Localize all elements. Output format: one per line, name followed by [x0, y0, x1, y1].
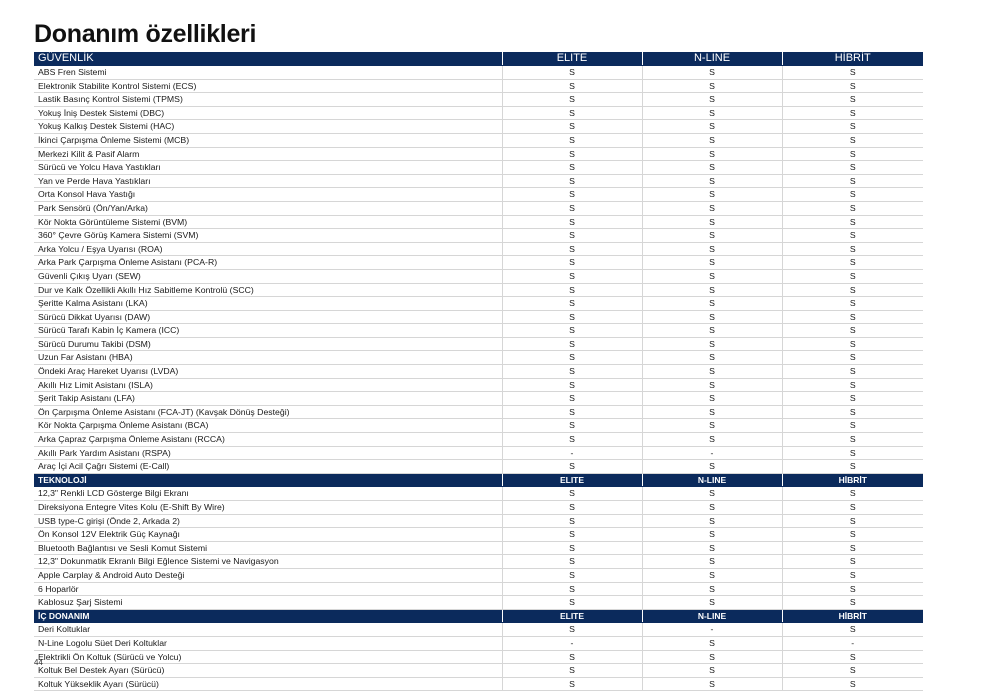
column-header: HİBRİT	[782, 473, 923, 487]
feature-name: Yokuş Kalkış Destek Sistemi (HAC)	[34, 120, 502, 134]
feature-name: Park Sensörü (Ön/Yan/Arka)	[34, 201, 502, 215]
feature-name: Arka Park Çarpışma Önleme Asistanı (PCA-R)	[34, 256, 502, 270]
feature-name: Deri Koltuklar	[34, 623, 502, 637]
feature-value: S	[502, 161, 642, 175]
feature-name: Orta Konsol Hava Yastığı	[34, 188, 502, 202]
section-title: TEKNOLOJİ	[34, 473, 502, 487]
feature-value: S	[502, 215, 642, 229]
feature-value: S	[642, 242, 782, 256]
feature-value: S	[502, 310, 642, 324]
section-title: İÇ DONANIM	[34, 609, 502, 623]
feature-value: S	[642, 555, 782, 569]
feature-value: S	[502, 392, 642, 406]
table-row	[34, 446, 923, 460]
feature-value: -	[642, 623, 782, 637]
feature-value: S	[782, 106, 923, 120]
feature-value: S	[642, 596, 782, 610]
feature-value: S	[782, 120, 923, 134]
section-header	[34, 52, 923, 66]
table-row	[34, 501, 923, 515]
feature-value: S	[782, 147, 923, 161]
feature-value: S	[642, 351, 782, 365]
table-row	[34, 161, 923, 175]
feature-value: S	[642, 664, 782, 678]
feature-value: S	[642, 514, 782, 528]
feature-value: S	[502, 650, 642, 664]
feature-value: S	[642, 147, 782, 161]
table-row	[34, 677, 923, 691]
feature-value: S	[502, 106, 642, 120]
feature-value: S	[782, 283, 923, 297]
feature-value: -	[502, 446, 642, 460]
feature-value: -	[642, 446, 782, 460]
table-row	[34, 433, 923, 447]
feature-value: S	[502, 501, 642, 515]
table-row	[34, 66, 923, 80]
feature-value: S	[502, 460, 642, 474]
feature-value: S	[782, 541, 923, 555]
feature-name: Koltuk Bel Destek Ayarı (Sürücü)	[34, 664, 502, 678]
feature-value: S	[642, 337, 782, 351]
feature-value: S	[642, 419, 782, 433]
feature-value: S	[782, 433, 923, 447]
feature-name: Akıllı Hız Limit Asistanı (ISLA)	[34, 378, 502, 392]
feature-name: Apple Carplay & Android Auto Desteği	[34, 568, 502, 582]
feature-name: Sürücü Durumu Takibi (DSM)	[34, 337, 502, 351]
feature-value: S	[782, 66, 923, 80]
section-title: GÜVENLİK	[34, 52, 502, 66]
feature-value: S	[782, 201, 923, 215]
feature-value: S	[642, 93, 782, 107]
feature-value: S	[502, 405, 642, 419]
feature-value: S	[642, 378, 782, 392]
feature-name: Merkezi Kilit & Pasif Alarm	[34, 147, 502, 161]
feature-value: S	[642, 677, 782, 691]
feature-name: Elektrikli Ön Koltuk (Sürücü ve Yolcu)	[34, 650, 502, 664]
feature-value: -	[782, 636, 923, 650]
feature-name: Sürücü Tarafı Kabin İç Kamera (ICC)	[34, 324, 502, 338]
feature-name: İkinci Çarpışma Önleme Sistemi (MCB)	[34, 133, 502, 147]
feature-name: ABS Fren Sistemi	[34, 66, 502, 80]
feature-value: S	[502, 568, 642, 582]
feature-value: S	[642, 79, 782, 93]
feature-value: S	[782, 419, 923, 433]
feature-value: S	[502, 378, 642, 392]
table-row	[34, 405, 923, 419]
feature-value: S	[782, 310, 923, 324]
feature-name: 12,3" Dokunmatik Ekranlı Bilgi Eğlence Sistemi ve Navigasyon	[34, 555, 502, 569]
feature-value: S	[502, 269, 642, 283]
feature-value: S	[502, 147, 642, 161]
feature-value: S	[642, 120, 782, 134]
table-row	[34, 351, 923, 365]
column-header: N-LINE	[642, 52, 782, 66]
feature-name: 6 Hoparlör	[34, 582, 502, 596]
feature-name: Araç İçi Acil Çağrı Sistemi (E-Call)	[34, 460, 502, 474]
feature-name: Güvenli Çıkış Uyarı (SEW)	[34, 269, 502, 283]
feature-name: 12,3" Renkli LCD Gösterge Bilgi Ekranı	[34, 487, 502, 501]
feature-value: S	[642, 201, 782, 215]
column-header: ELITE	[502, 52, 642, 66]
feature-value: S	[642, 188, 782, 202]
feature-name: Bluetooth Bağlantısı ve Sesli Komut Sistemi	[34, 541, 502, 555]
feature-value: S	[642, 501, 782, 515]
feature-value: S	[502, 664, 642, 678]
page-title: Donanım özellikleri	[34, 20, 257, 48]
feature-value: S	[782, 324, 923, 338]
table-row	[34, 93, 923, 107]
table-row	[34, 106, 923, 120]
feature-name: Yokuş İniş Destek Sistemi (DBC)	[34, 106, 502, 120]
feature-value: S	[502, 256, 642, 270]
feature-name: Arka Yolcu / Eşya Uyarısı (ROA)	[34, 242, 502, 256]
table-row	[34, 514, 923, 528]
feature-value: S	[782, 351, 923, 365]
feature-value: S	[782, 229, 923, 243]
feature-value: S	[642, 650, 782, 664]
feature-value: S	[782, 596, 923, 610]
feature-value: S	[782, 378, 923, 392]
feature-value: S	[782, 623, 923, 637]
table-row	[34, 365, 923, 379]
feature-value: S	[502, 555, 642, 569]
table-row	[34, 229, 923, 243]
feature-value: S	[502, 79, 642, 93]
feature-value: S	[642, 392, 782, 406]
feature-value: S	[642, 66, 782, 80]
table-row	[34, 664, 923, 678]
feature-name: Kablosuz Şarj Sistemi	[34, 596, 502, 610]
feature-value: S	[782, 405, 923, 419]
feature-value: S	[502, 528, 642, 542]
feature-value: S	[502, 365, 642, 379]
feature-name: Ön Konsol 12V Elektrik Güç Kaynağı	[34, 528, 502, 542]
feature-value: S	[782, 174, 923, 188]
table-row	[34, 555, 923, 569]
feature-value: S	[502, 677, 642, 691]
feature-value: S	[642, 487, 782, 501]
feature-name: Kör Nokta Çarpışma Önleme Asistanı (BCA)	[34, 419, 502, 433]
feature-name: Sürücü ve Yolcu Hava Yastıkları	[34, 161, 502, 175]
feature-name: Direksiyona Entegre Vites Kolu (E-Shift By Wire)	[34, 501, 502, 515]
feature-value: S	[642, 256, 782, 270]
column-header: N-LINE	[642, 473, 782, 487]
feature-value: S	[502, 514, 642, 528]
feature-value: S	[502, 93, 642, 107]
feature-name: Elektronik Stabilite Kontrol Sistemi (ECS)	[34, 79, 502, 93]
table-row	[34, 568, 923, 582]
table-row	[34, 188, 923, 202]
table-row	[34, 269, 923, 283]
table-row	[34, 650, 923, 664]
table-row	[34, 582, 923, 596]
table-row	[34, 310, 923, 324]
feature-value: S	[782, 93, 923, 107]
table-row	[34, 419, 923, 433]
table-row	[34, 324, 923, 338]
feature-name: Akıllı Park Yardım Asistanı (RSPA)	[34, 446, 502, 460]
page-number: 44	[34, 658, 43, 667]
feature-value: S	[502, 582, 642, 596]
table-row	[34, 623, 923, 637]
feature-value: S	[642, 433, 782, 447]
table-row	[34, 242, 923, 256]
feature-value: S	[782, 392, 923, 406]
column-header: ELITE	[502, 609, 642, 623]
table-row	[34, 147, 923, 161]
feature-value: S	[782, 582, 923, 596]
feature-value: S	[642, 568, 782, 582]
feature-value: S	[782, 677, 923, 691]
feature-value: S	[782, 269, 923, 283]
feature-value: S	[642, 636, 782, 650]
table-row	[34, 636, 923, 650]
feature-value: S	[502, 283, 642, 297]
table-row	[34, 133, 923, 147]
feature-value: S	[502, 174, 642, 188]
feature-value: S	[782, 161, 923, 175]
feature-value: S	[502, 596, 642, 610]
feature-value: S	[782, 555, 923, 569]
feature-name: Ön Çarpışma Önleme Asistanı (FCA-JT) (Kavşak Dönüş Desteği)	[34, 405, 502, 419]
feature-value: S	[782, 133, 923, 147]
table-row	[34, 392, 923, 406]
feature-name: 360° Çevre Görüş Kamera Sistemi (SVM)	[34, 229, 502, 243]
feature-value: S	[782, 297, 923, 311]
feature-name: Sürücü Dikkat Uyarısı (DAW)	[34, 310, 502, 324]
feature-value: S	[642, 174, 782, 188]
feature-value: S	[642, 582, 782, 596]
feature-value: S	[642, 106, 782, 120]
feature-value: S	[642, 133, 782, 147]
table-row	[34, 596, 923, 610]
column-header: HİBRİT	[782, 609, 923, 623]
table-row	[34, 256, 923, 270]
feature-value: S	[782, 664, 923, 678]
feature-value: S	[502, 351, 642, 365]
feature-value: S	[782, 242, 923, 256]
feature-value: S	[642, 269, 782, 283]
table-row	[34, 487, 923, 501]
feature-value: S	[782, 188, 923, 202]
feature-value: S	[502, 297, 642, 311]
feature-value: S	[782, 528, 923, 542]
feature-value: S	[502, 188, 642, 202]
table-row	[34, 297, 923, 311]
column-header: HİBRİT	[782, 52, 923, 66]
feature-name: Şerit Takip Asistanı (LFA)	[34, 392, 502, 406]
feature-value: S	[782, 501, 923, 515]
feature-value: S	[502, 433, 642, 447]
feature-value: S	[502, 229, 642, 243]
feature-name: Arka Çapraz Çarpışma Önleme Asistanı (RCCA)	[34, 433, 502, 447]
table-row	[34, 460, 923, 474]
table-row	[34, 120, 923, 134]
feature-value: S	[642, 541, 782, 555]
table-row	[34, 79, 923, 93]
feature-value: S	[502, 337, 642, 351]
feature-name: Koltuk Yükseklik Ayarı (Sürücü)	[34, 677, 502, 691]
feature-value: S	[642, 310, 782, 324]
feature-value: S	[642, 161, 782, 175]
feature-value: S	[502, 133, 642, 147]
feature-value: S	[782, 79, 923, 93]
feature-value: S	[502, 623, 642, 637]
feature-value: S	[782, 460, 923, 474]
spec-table-body	[34, 52, 923, 691]
feature-value: S	[642, 283, 782, 297]
feature-name: Dur ve Kalk Özellikli Akıllı Hız Sabitleme Kontrolü (SCC)	[34, 283, 502, 297]
table-row	[34, 337, 923, 351]
spec-table	[34, 52, 923, 691]
feature-value: S	[642, 365, 782, 379]
feature-value: S	[502, 419, 642, 433]
table-row	[34, 201, 923, 215]
feature-value: S	[782, 487, 923, 501]
column-header: ELITE	[502, 473, 642, 487]
feature-value: S	[502, 541, 642, 555]
table-row	[34, 215, 923, 229]
feature-name: Yan ve Perde Hava Yastıkları	[34, 174, 502, 188]
table-row	[34, 174, 923, 188]
feature-value: S	[642, 528, 782, 542]
feature-value: S	[782, 337, 923, 351]
feature-value: S	[502, 324, 642, 338]
feature-value: S	[502, 66, 642, 80]
section-header	[34, 609, 923, 623]
column-header: N-LINE	[642, 609, 782, 623]
feature-value: S	[782, 514, 923, 528]
feature-name: Lastik Basınç Kontrol Sistemi (TPMS)	[34, 93, 502, 107]
feature-value: S	[642, 229, 782, 243]
feature-value: S	[642, 215, 782, 229]
feature-value: S	[502, 201, 642, 215]
table-row	[34, 528, 923, 542]
feature-value: S	[502, 487, 642, 501]
feature-value: S	[782, 568, 923, 582]
feature-name: USB type-C girişi (Önde 2, Arkada 2)	[34, 514, 502, 528]
feature-value: S	[642, 460, 782, 474]
feature-value: S	[642, 324, 782, 338]
feature-name: Uzun Far Asistanı (HBA)	[34, 351, 502, 365]
feature-value: S	[782, 446, 923, 460]
feature-value: S	[782, 650, 923, 664]
feature-value: S	[642, 297, 782, 311]
feature-value: S	[782, 215, 923, 229]
feature-value: S	[502, 120, 642, 134]
feature-name: N-Line Logolu Süet Deri Koltuklar	[34, 636, 502, 650]
table-row	[34, 541, 923, 555]
feature-name: Kör Nokta Görüntüleme Sistemi (BVM)	[34, 215, 502, 229]
feature-value: -	[502, 636, 642, 650]
feature-value: S	[502, 242, 642, 256]
table-row	[34, 283, 923, 297]
feature-name: Öndeki Araç Hareket Uyarısı (LVDA)	[34, 365, 502, 379]
feature-name: Şeritte Kalma Asistanı (LKA)	[34, 297, 502, 311]
feature-value: S	[782, 365, 923, 379]
table-row	[34, 378, 923, 392]
feature-value: S	[782, 256, 923, 270]
feature-value: S	[642, 405, 782, 419]
section-header	[34, 473, 923, 487]
